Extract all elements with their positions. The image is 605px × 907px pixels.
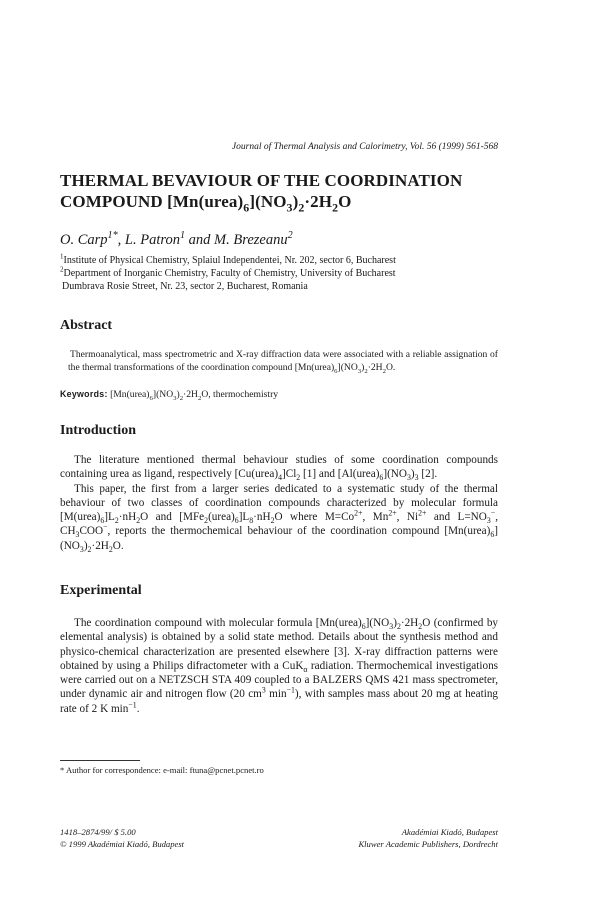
publisher-1: Akadémiai Kiadó, Budapest (401, 827, 498, 837)
introduction-body (60, 453, 498, 553)
affiliation-1: $^1$Institute of Physical Chemistry, Splaiul Independentei, Nr. 202, sector 6, Bucharest (60, 252, 396, 266)
paper-title (60, 170, 463, 215)
footer-left (60, 826, 184, 850)
experimental-paragraph-1: The coordination compound with molecular formula $[Mn(urea)_6](NO_3)_2\cdot 2H_2O$ (confirmed by elemental analysis) is obtained by a solid state method. Details about the synthesis method and physico-chemical characterization are presented elsewhere [3]. X-ray diffraction patterns were obtained by using a Philips difractometer with a CuK$_\alpha$ radiation. Thermochemical investigations were carried out on a NETZSCH STA 409 coupled to a BALZERS QMS 421 mass spectrometer, under dynamic air and nitrogen flow (20 $cm^3$ $\min^{-1}$), with samples mass about 20 mg at heating rate of 2 K $\min^{-1}$. (60, 617, 499, 715)
title-line-1: THERMAL BEVAVIOUR OF THE COORDINATION (60, 171, 463, 190)
keywords-line: Keywords: $[Mn(urea)_6](NO_3)_2\cdot 2H_2O$, thermochemistry (60, 389, 279, 402)
affiliation-2: $^2$Department of Inorganic Chemistry, Faculty of Chemistry, University of Bucharest (60, 265, 396, 279)
affiliation-2-cont: Dumbrava Rosie Street, Nr. 23, sector 2, Bucharest, Romania (62, 281, 308, 292)
journal-header: Journal of Thermal Analysis and Calorimetry, Vol. 56 (1999) 561-568 (231, 142, 498, 152)
introduction-paragraph-2: This paper, the first from a larger series dedicated to a systematic study of the thermal behaviour of two classes of coordination compounds characterized by molecular formula $[M(urea)_6]L_2\cdot nH_2O$ and $[MFe_2(urea)_6]L_8\cdot nH_2O$ where $M=Co^{2+}$, $Mn^{2+}$, $Ni^{2+}$ and $L=NO_3^-$, $CH_3COO^-$, reports the thermochemical behaviour of the coordination compound $[Mn(urea)_6](NO_3)_2\cdot 2H_2O$. (60, 482, 498, 555)
copyright: © 1999 Akadémiai Kiadó, Budapest (60, 839, 185, 849)
introduction-heading: Introduction (60, 423, 136, 438)
author-patron: L. Patron (124, 232, 180, 248)
abstract-heading: Abstract (60, 318, 113, 333)
experimental-body (60, 616, 498, 716)
keywords-label: Keywords: (60, 389, 108, 399)
affiliations (60, 254, 396, 293)
footnote-divider (60, 760, 140, 761)
issn-price: 1418–2874/99/ $ 5.00 (60, 827, 136, 837)
author-brezeanu: M. Brezeanu (214, 232, 288, 248)
introduction-paragraph-1: The literature mentioned thermal behaviour studies of some coordination compounds containing urea as ligand, respectively $[Cu(urea)_4]Cl_2$ [1] and $[Al(urea)_6](NO_3)_3$ [2]. (60, 454, 498, 483)
author-list: O. Carp$^{1*}$, L. Patron$^1$ and M. Brezeanu$^2$ (60, 230, 293, 248)
footer-right (300, 826, 498, 850)
experimental-heading: Experimental (60, 583, 142, 598)
author-carp: O. Carp (60, 232, 108, 248)
publisher-2: Kluwer Academic Publishers, Dordrecht (358, 839, 498, 849)
correspondence-footnote: * Author for correspondence: e-mail: ftuna@pcnet.pcnet.ro (60, 765, 264, 775)
abstract-text: Thermoanalytical, mass spectrometric and X-ray diffraction data were associated with a reliable assignation of the thermal transformations of the coordination compound $[Mn(urea)_6](NO_3)_2\cdot 2H_2O$. (68, 349, 498, 375)
title-line-2: COMPOUND $[Mn(urea)_6](NO_3)_2\cdot 2H_2O$ (60, 192, 352, 215)
